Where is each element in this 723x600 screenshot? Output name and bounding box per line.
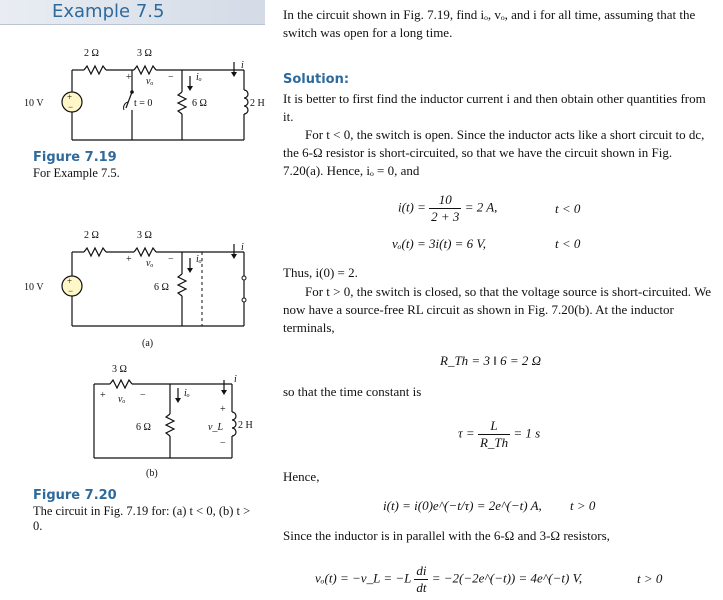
f19-i-label: i — [241, 60, 244, 71]
f20b-r1-label: 3 Ω — [112, 364, 127, 375]
solution-heading: Solution: — [283, 72, 350, 87]
f19-ind-label: 2 H — [250, 98, 265, 109]
svg-text:+: + — [67, 276, 73, 286]
figure-7-19-caption: For Example 7.5. — [33, 166, 120, 180]
eq1-lhs: i(t) = — [398, 199, 426, 215]
svg-text:−: − — [168, 254, 174, 265]
figure-7-20b-circuit — [22, 362, 282, 480]
eq1-num: 10 — [429, 192, 461, 209]
svg-text:−: − — [140, 390, 146, 401]
f20a-i-label: i — [241, 242, 244, 253]
svg-text:+: + — [67, 92, 73, 102]
f20b-i-label: i — [234, 374, 237, 385]
solution-p7: Since the inductor is in parallel with the 6-Ω and 3-Ω resistors, — [283, 528, 610, 543]
f19-vo-label: vₒ — [146, 76, 154, 87]
eq6-lhs: vₒ(t) = −v_L = −L — [315, 570, 412, 586]
f19-r3-label: 6 Ω — [192, 98, 207, 109]
equation-1 — [398, 192, 497, 225]
f19-r1-label: 2 Ω — [84, 48, 99, 59]
f20a-vo-label: vₒ — [146, 258, 154, 269]
svg-text:+: + — [126, 254, 132, 265]
eq1-rhs: = 2 A, — [464, 199, 498, 215]
eq2-condition: t < 0 — [555, 236, 581, 251]
f20b-ind-label: 2 H — [238, 420, 253, 431]
solution-p6: Hence, — [283, 469, 320, 484]
figure-7-20a-circuit — [22, 222, 282, 352]
eq4-num: L — [478, 418, 510, 435]
svg-text:+: + — [126, 72, 132, 83]
eq4-lhs: τ = — [458, 425, 475, 441]
equation-4 — [458, 418, 540, 451]
svg-text:−: − — [68, 102, 74, 112]
figure-7-19-title: Figure 7.19 — [33, 150, 117, 165]
eq4-den: R_Th — [479, 435, 509, 450]
eq5-condition: t > 0 — [570, 498, 596, 513]
f20a-r2-label: 3 Ω — [137, 230, 152, 241]
svg-text:+: + — [220, 404, 226, 415]
solution-p4: For t > 0, the switch is closed, so that the voltage source is short-circuited. We now have a source-free RL circuit as shown in Fig. 7.20(b). At the inductor terminals, — [283, 284, 712, 335]
f20a-source-label: 10 V — [24, 282, 44, 293]
svg-text:−: − — [68, 286, 74, 296]
intro-paragraph: In the circuit shown in Fig. 7.19, find iₒ, vₒ, and i for all time, assuming that the switch was open for a long time. — [283, 7, 696, 40]
svg-text:−: − — [168, 72, 174, 83]
eq6-den: dt — [416, 580, 427, 595]
eq6-num: di — [416, 563, 427, 578]
f20a-r1-label: 2 Ω — [84, 230, 99, 241]
equation-6 — [315, 563, 582, 596]
f20b-io-label: iₒ — [184, 388, 190, 399]
solution-p5: so that the time constant is — [283, 384, 422, 399]
equation-5: i(t) = i(0)e^(−t/τ) = 2e^(−t) A, — [383, 498, 542, 513]
solution-p3: Thus, i(0) = 2. — [283, 265, 358, 280]
f19-r2-label: 3 Ω — [137, 48, 152, 59]
f19-switch-label: t = 0 — [134, 98, 153, 109]
equation-3: R_Th = 3 ‖ 6 = 2 Ω — [440, 353, 542, 368]
eq1-condition: t < 0 — [555, 201, 581, 216]
f20b-vl-label: v_L — [208, 422, 223, 433]
figure-7-19-circuit — [22, 40, 282, 150]
figure-7-20-caption: The circuit in Fig. 7.19 for: (a) t < 0, (b) t > 0. — [33, 504, 251, 533]
f20b-r2-label: 6 Ω — [136, 422, 151, 433]
f20b-sub-label: (b) — [146, 468, 158, 479]
f20a-io-label: iₒ — [196, 254, 202, 265]
svg-text:−: − — [220, 438, 226, 449]
f20a-r3-label: 6 Ω — [154, 282, 169, 293]
eq4-rhs: = 1 s — [513, 425, 541, 441]
example-title: Example 7.5 — [52, 1, 165, 22]
f19-io-label: iₒ — [196, 72, 202, 83]
svg-text:+: + — [100, 390, 106, 401]
eq6-condition: t > 0 — [637, 571, 663, 586]
eq1-den: 2 + 3 — [431, 209, 460, 224]
figure-7-20-title: Figure 7.20 — [33, 488, 117, 503]
f19-source-label: 10 V — [24, 98, 44, 109]
f20b-vo-label: vₒ — [118, 394, 126, 405]
f20a-sub-label: (a) — [142, 338, 154, 349]
eq6-rhs: = −2(−2e^(−t)) = 4e^(−t) V, — [431, 570, 583, 586]
equation-2: vₒ(t) = 3i(t) = 6 V, — [392, 236, 486, 251]
solution-p1: It is better to first find the inductor current i and then obtain other quantities from it. — [283, 91, 706, 124]
solution-p2: For t < 0, the switch is open. Since the inductor acts like a short circuit to dc, the 6-Ω resistor is short-circuited, so that we have the circuit shown in Fig. 7.20(a). Hence, iₒ = 0, and — [283, 127, 705, 178]
